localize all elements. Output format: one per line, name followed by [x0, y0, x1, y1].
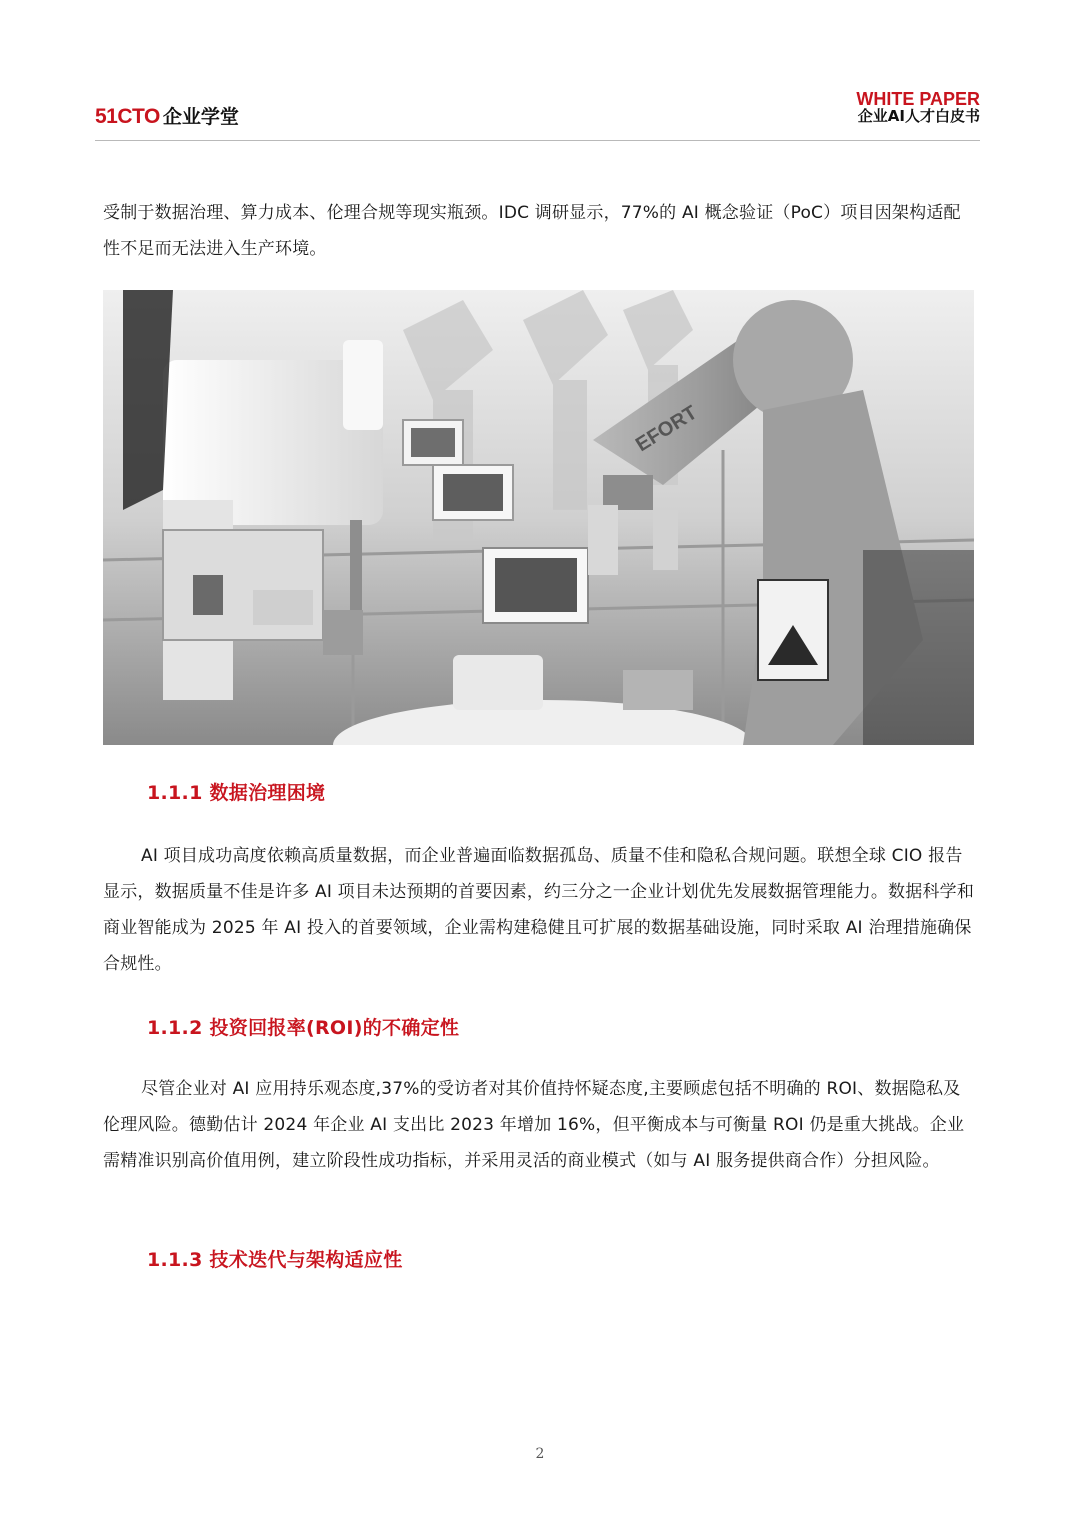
page-header	[95, 88, 980, 141]
section-heading-1-1-2: 1.1.2 投资回报率(ROI)的不确定性	[147, 1017, 460, 1039]
intro-paragraph: 受制于数据治理、算力成本、伦理合规等现实瓶颈。IDC 调研显示，77%的 AI 概念验证（PoC）项目因架构适配性不足而无法进入生产环境。	[103, 203, 961, 259]
section-heading-1-1-1: 1.1.1 数据治理困境	[147, 782, 326, 804]
section-heading-1-1-3: 1.1.3 技术迭代与架构适应性	[147, 1249, 403, 1271]
logo-mark: 51CTO	[95, 105, 160, 128]
section-body-1-1-2: 尽管企业对 AI 应用持乐观态度,37%的受访者对其价值持怀疑态度,主要顾虑包括不明确的 ROI、数据隐私及伦理风险。德勤估计 2024 年企业 AI 支出比 2023 年增加 16%，但平衡成本与可衡量 ROI 仍是重大挑战。企业需精准识别高价值用例，建立阶段性成功指标，并采用灵活的商业模式（如与 AI 服务提供商合作）分担风险。	[103, 1079, 965, 1171]
robot-arm-illustration	[103, 290, 974, 745]
logo-text: 企业学堂	[162, 106, 239, 128]
page-number: 2	[535, 1446, 545, 1462]
section-body-1-1-1: AI 项目成功高度依赖高质量数据，而企业普遍面临数据孤岛、质量不佳和隐私合规问题。联想全球 CIO 报告显示，数据质量不佳是许多 AI 项目未达预期的首要因素，约三分之一企业计划优先发展数据管理能力。数据科学和商业智能成为 2025 年 AI 投入的首要领域，企业需构建稳健且可扩展的数据基础设施，同时采取 AI 治理措施确保合规性。	[103, 846, 975, 974]
white-paper-label	[856, 90, 980, 125]
robot-brand-label: EFORT	[631, 401, 702, 457]
white-paper-subtitle: 企业AI人才白皮书	[857, 106, 980, 125]
white-paper-title: WHITE PAPER	[856, 89, 980, 109]
industrial-robot-photo	[103, 290, 974, 745]
brand-logo	[95, 102, 239, 129]
